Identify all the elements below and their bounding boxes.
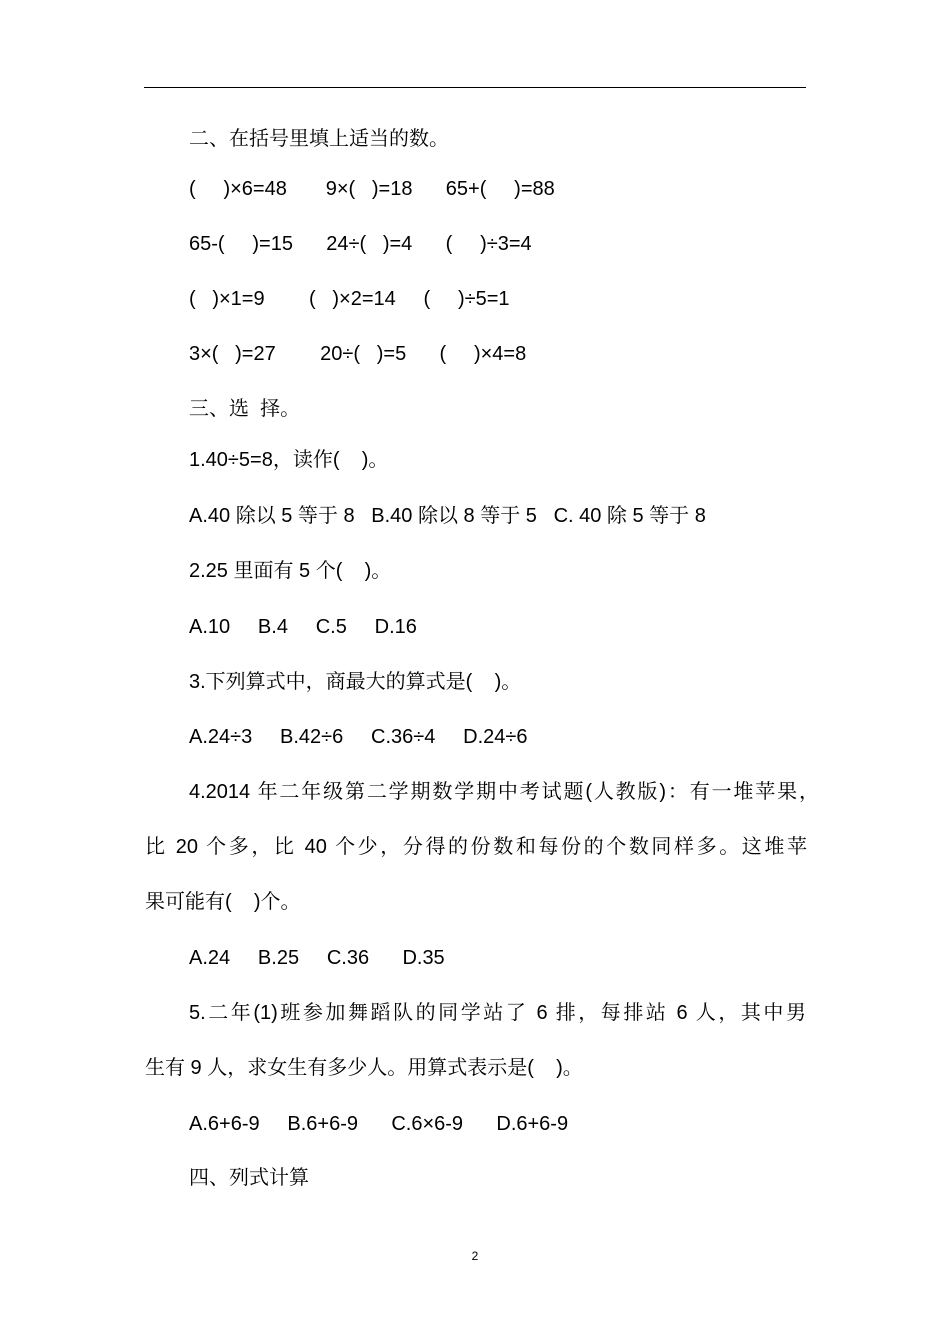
- question-4-line-1: 4.2014 年二年级第二学期数学期中考试题(人教版)：有一堆苹果，: [189, 781, 819, 803]
- section-2-heading: 二、在括号里填上适当的数。: [189, 128, 449, 150]
- fill-row-2: 65-( )=15 24÷( )=4 ( )÷3=4: [189, 233, 532, 255]
- question-5-options: A.6+6-9 B.6+6-9 C.6×6-9 D.6+6-9: [189, 1113, 569, 1135]
- fill-row-3: ( )×1=9 ( )×2=14 ( )÷5=1: [189, 288, 510, 310]
- question-5-line-1: 5.二年(1)班参加舞蹈队的同学站了 6 排，每排站 6 人，其中男: [189, 1002, 806, 1024]
- question-2: 2.25 里面有 5 个( )。: [189, 560, 392, 582]
- question-4-options: A.24 B.25 C.36 D.35: [189, 947, 445, 969]
- question-4-line-3: 果可能有( )个。: [145, 891, 301, 913]
- section-4-heading: 四、列式计算: [189, 1167, 309, 1189]
- question-5-line-2: 生有 9 人，求女生有多少人。用算式表示是( )。: [145, 1057, 583, 1079]
- question-3-options: A.24÷3 B.42÷6 C.36÷4 D.24÷6: [189, 726, 528, 748]
- fill-row-4: 3×( )=27 20÷( )=5 ( )×4=8: [189, 343, 527, 365]
- question-1: 1.40÷5=8，读作( )。: [189, 449, 389, 471]
- fill-row-1: ( )×6=48 9×( )=18 65+( )=88: [189, 178, 555, 200]
- question-4-line-2: 比 20 个多，比 40 个少，分得的份数和每份的个数同样多。这堆苹: [145, 836, 807, 858]
- header-rule: [144, 87, 806, 88]
- question-3: 3.下列算式中，商最大的算式是( )。: [189, 671, 522, 693]
- page-number: 2: [471, 1249, 479, 1263]
- question-1-options: A.40 除以 5 等于 8 B.40 除以 8 等于 5 C. 40 除 5 等于 8: [189, 505, 706, 527]
- section-3-heading: 三、选 择。: [189, 398, 301, 420]
- question-2-options: A.10 B.4 C.5 D.16: [189, 616, 417, 638]
